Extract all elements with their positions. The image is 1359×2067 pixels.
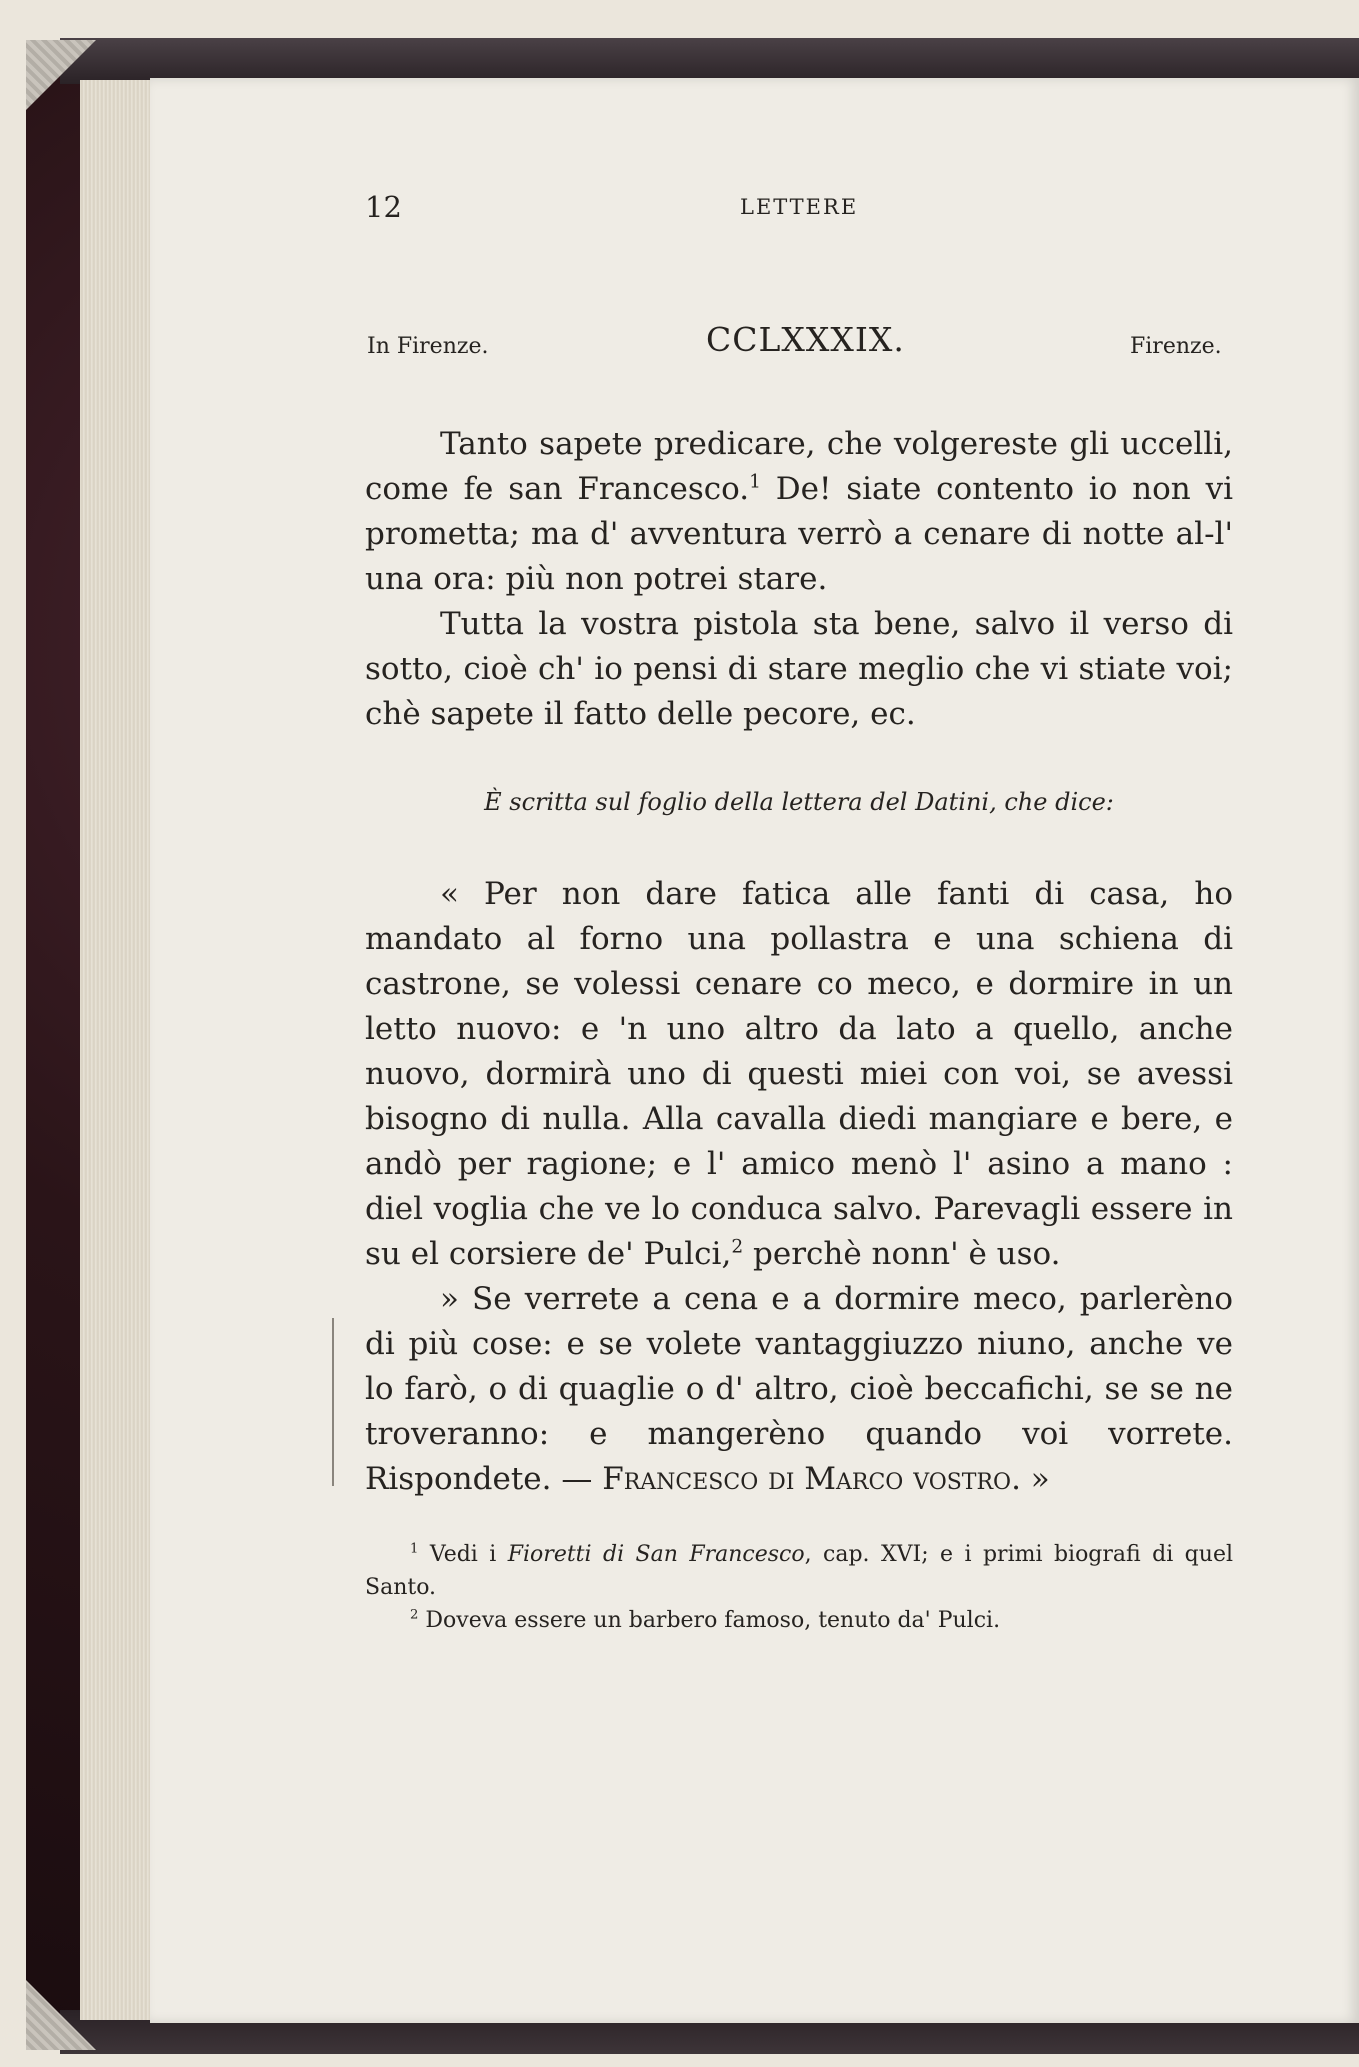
quoted-letter (365, 872, 1233, 1502)
paragraph-text: Tanto sapete predicare, che volgereste gli uccelli, come fe san Francesco. (365, 426, 1233, 507)
letter-paragraph: Tutta la vostra pistola sta bene, salvo il verso di sotto, cioè ch' io pensi di stare meglio che vi stiate voi; chè sapete il fatto delle pecore, ec. (365, 606, 1233, 732)
footnote-mark: 1 (410, 1541, 419, 1557)
footnote (365, 1604, 1233, 1637)
quoted-paragraph (365, 872, 1233, 1277)
editorial-note: È scritta sul foglio della lettera del Datini, che dice: (484, 788, 1114, 816)
footnote-text: , cap. XVI; e i primi biografi di quel Santo. (365, 1542, 1233, 1600)
running-title: LETTERE (740, 195, 859, 219)
letter-header (0, 320, 1359, 370)
footnote-ref: 2 (731, 1236, 744, 1258)
footnote-italic: Fioretti di San Francesco (507, 1542, 805, 1567)
running-head (0, 190, 1359, 230)
footnotes (365, 1538, 1233, 1637)
letter-body (365, 422, 1233, 737)
letter-sender-place: In Firenze. (367, 334, 489, 359)
closing-quote: » (1020, 1461, 1050, 1497)
pencil-margin-mark (332, 1318, 334, 1486)
paragraph-text: De! siate contento io non vi prometta; ma d' avventura verrò a cenare di notte al-l' una ora: più non potrei stare. (365, 471, 1234, 597)
footnote-text: Doveva essere un barbero famoso, tenuto da' Pulci. (418, 1608, 1001, 1633)
footnote-text: Vedi i (418, 1542, 508, 1567)
footnote (365, 1538, 1233, 1604)
page-number: 12 (365, 190, 402, 224)
quoted-paragraph (365, 1277, 1233, 1502)
paragraph-text: perchè nonn' è uso. (743, 1236, 1061, 1272)
paragraph-text: » Se verrete a cena e a dormire meco, parlerèno di più cose: e se volete vantaggiuzzo niuno, anche ve lo farò, o di quaglie o d' altro, cioè beccafichi, se se ne troveranno: e mangerèno quando voi vorrete. Rispondete. — (365, 1281, 1233, 1497)
letter-paragraph (365, 422, 1233, 602)
letter-number: CCLXXXIX. (706, 320, 905, 359)
signature: Francesco di Marco vostro. (602, 1461, 1021, 1497)
letter-recipient-place: Firenze. (1130, 334, 1222, 359)
footnote-mark: 2 (410, 1607, 419, 1623)
paragraph-text: « Per non dare fatica alle fanti di casa, ho mandato al forno una pollastra e una schiena di castrone, se volessi cenare co meco, e dormire in un letto nuovo: e 'n uno altro da lato a quello, anche nuovo, dormirà uno di questi miei con voi, se avessi bisogno di nulla. Alla cavalla diedi mangiare e bere, e andò per ragione; e l' amico menò l' asino a mano : diel voglia che ve lo conduca salvo. Parevagli essere in su el corsiere de' Pulci, (365, 876, 1233, 1272)
footnote-ref: 1 (749, 471, 761, 493)
